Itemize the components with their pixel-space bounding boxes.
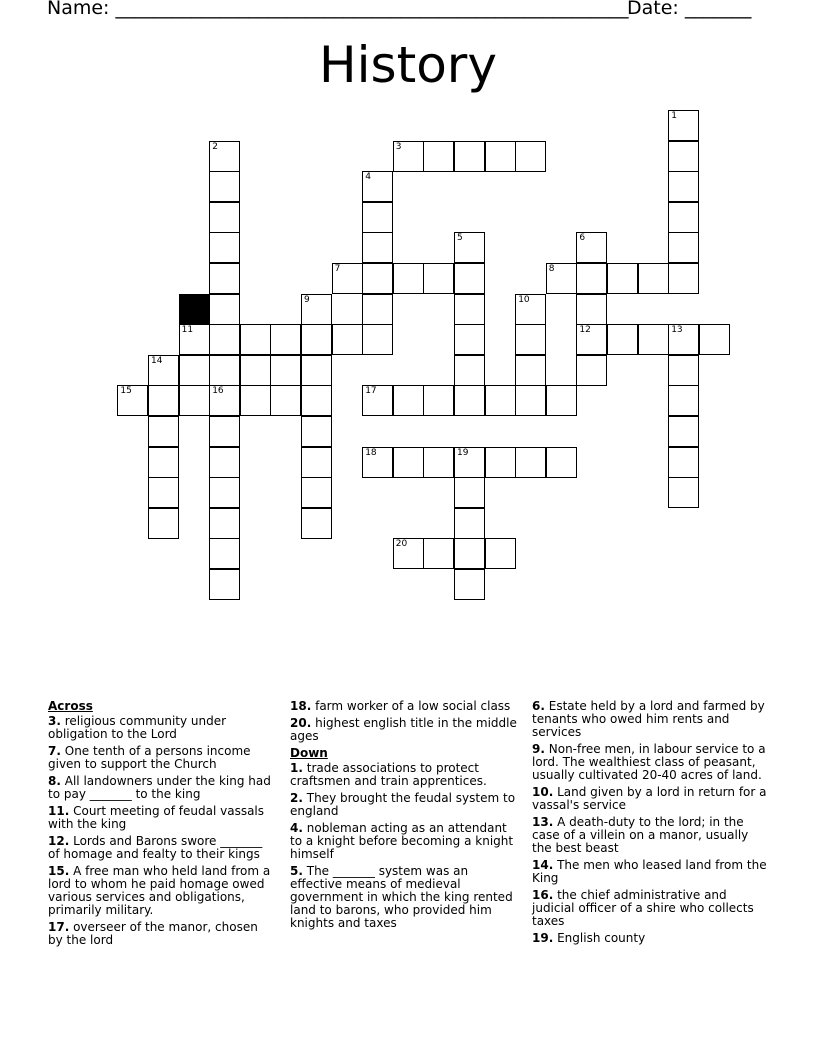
grid-cell[interactable]	[454, 385, 485, 416]
clues-column-1	[48, 700, 276, 951]
date-field-label: Date: _______	[627, 0, 752, 19]
grid-cell[interactable]	[485, 141, 516, 172]
grid-cell[interactable]	[362, 385, 393, 416]
grid-cell[interactable]	[454, 569, 485, 600]
grid-cell[interactable]	[209, 508, 240, 539]
cell-number: 17	[365, 386, 377, 397]
grid-cell[interactable]	[393, 447, 424, 478]
across-heading: Across	[48, 699, 93, 713]
grid-cell[interactable]	[668, 232, 699, 263]
grid-cell[interactable]	[179, 355, 210, 386]
name-field-label: Name: ______________________________________________________	[47, 0, 629, 19]
grid-cell[interactable]	[209, 171, 240, 202]
cell-number: 8	[548, 264, 555, 274]
grid-cell[interactable]	[117, 385, 148, 416]
clue-down-14	[532, 859, 768, 885]
grid-cell[interactable]	[668, 324, 699, 355]
grid-cell[interactable]	[423, 447, 454, 478]
grid-cell[interactable]	[209, 477, 240, 508]
grid-cell[interactable]	[301, 324, 332, 355]
clue-text: They brought the feudal system to england	[290, 791, 516, 818]
clue-down-6	[532, 700, 768, 739]
clue-text: Estate held by a lord and farmed by tenants who owed him rents and services	[532, 699, 765, 739]
clue-text: All landowners under the king had to pay _______ to the king	[48, 774, 271, 801]
grid-cell[interactable]	[362, 447, 393, 478]
clue-number: 13.	[532, 815, 554, 829]
grid-cell[interactable]	[393, 385, 424, 416]
grid-cell[interactable]	[638, 324, 669, 355]
grid-cell[interactable]	[668, 141, 699, 172]
clue-number: 17.	[48, 920, 70, 934]
grid-cell[interactable]	[454, 263, 485, 294]
grid-cell[interactable]	[515, 355, 546, 386]
clue-number: 19.	[532, 931, 554, 945]
cell-number: 9	[304, 294, 310, 305]
clue-text: the chief administrative and judicial officer of a shire who collects taxes	[532, 888, 754, 928]
clue-text: A death-duty to the lord; in the case of a villein on a manor, usually the best beast	[532, 815, 749, 855]
clue-number: 14.	[532, 858, 554, 872]
clue-across-12	[48, 835, 276, 861]
clue-number: 16.	[532, 888, 554, 902]
grid-cell[interactable]	[148, 477, 179, 508]
grid-cell[interactable]	[638, 263, 669, 294]
clue-number: 1.	[290, 761, 303, 775]
grid-cell[interactable]	[668, 416, 699, 447]
clue-number: 15.	[48, 864, 70, 878]
grid-cell[interactable]	[270, 385, 301, 416]
grid-cell[interactable]	[301, 355, 332, 386]
clue-number: 5.	[290, 864, 303, 878]
grid-cell[interactable]	[362, 232, 393, 263]
clue-down-10	[532, 786, 768, 812]
grid-cell[interactable]	[454, 355, 485, 386]
clue-text: Court meeting of feudal vassals with the king	[48, 804, 265, 831]
grid-cell[interactable]	[148, 385, 179, 416]
cell-number: 3	[395, 141, 402, 152]
grid-cell[interactable]	[546, 263, 577, 294]
clue-text: The _______ system was an effective means of medieval government in which the king rented land to barons, who provided him knights and taxes	[290, 864, 513, 930]
grid-cell[interactable]	[668, 477, 699, 508]
cell-number: 7	[334, 264, 341, 274]
clue-down-19	[532, 932, 768, 945]
grid-cell[interactable]	[668, 171, 699, 202]
cell-number: 11	[181, 325, 194, 336]
cell-number: 6	[579, 233, 586, 244]
cell-number: 19	[457, 447, 469, 458]
clue-number: 20.	[290, 716, 312, 730]
grid-cell[interactable]	[668, 447, 699, 478]
grid-cell[interactable]	[668, 385, 699, 416]
clue-text: highest english title in the middle ages	[290, 716, 517, 743]
page-title: History	[319, 36, 497, 94]
cell-number: 2	[212, 141, 218, 152]
grid-cell[interactable]	[454, 447, 485, 478]
grid-cell[interactable]	[209, 294, 240, 325]
cell-number: 13	[671, 325, 683, 336]
grid-cell[interactable]	[454, 477, 485, 508]
clue-text: nobleman acting as an attendant to a knight before becoming a knight himself	[290, 821, 514, 861]
clue-across-17	[48, 921, 276, 947]
grid-cell[interactable]	[576, 263, 607, 294]
clue-number: 10.	[532, 785, 554, 799]
clue-text: Lords and Barons swore _______ of homage and fealty to their kings	[48, 834, 263, 861]
clue-text: A free man who held land from a lord to whom he paid homage owed various services and obligations, primarily military.	[48, 864, 271, 917]
clue-number: 8.	[48, 774, 61, 788]
clue-text: overseer of the manor, chosen by the lord	[48, 920, 258, 947]
grid-cell[interactable]	[301, 416, 332, 447]
grid-cell[interactable]	[240, 324, 271, 355]
grid-cell[interactable]	[515, 294, 546, 325]
clue-down-16	[532, 889, 768, 928]
grid-cell[interactable]	[148, 447, 179, 478]
grid-cell[interactable]	[209, 569, 240, 600]
clue-number: 4.	[290, 821, 303, 835]
grid-cell[interactable]	[454, 232, 485, 263]
grid-cell[interactable]	[576, 294, 607, 325]
clue-across-11	[48, 805, 276, 831]
clue-number: 12.	[48, 834, 70, 848]
grid-cell[interactable]	[454, 294, 485, 325]
grid-cell[interactable]	[485, 385, 516, 416]
grid-cell[interactable]	[209, 355, 240, 386]
grid-cell[interactable]	[576, 355, 607, 386]
black-grid-cell	[179, 294, 210, 325]
clue-down-2	[290, 792, 518, 818]
grid-cell[interactable]	[423, 385, 454, 416]
grid-cell[interactable]	[209, 447, 240, 478]
grid-cell[interactable]	[362, 202, 393, 233]
grid-cell[interactable]	[393, 538, 424, 569]
clue-number: 18.	[290, 699, 312, 713]
clue-text: The men who leased land from the King	[532, 858, 767, 885]
grid-cell[interactable]	[576, 324, 607, 355]
grid-cell[interactable]	[148, 416, 179, 447]
grid-cell[interactable]	[301, 477, 332, 508]
clue-across-7	[48, 745, 276, 771]
clue-down-13	[532, 816, 768, 855]
grid-cell[interactable]	[209, 324, 240, 355]
clue-down-9	[532, 743, 768, 782]
clue-down-5	[290, 865, 518, 930]
grid-cell[interactable]	[332, 263, 363, 294]
cell-number: 12	[579, 325, 591, 336]
cell-number: 20	[395, 539, 408, 550]
grid-cell[interactable]	[699, 324, 730, 355]
clues-column-2	[290, 700, 518, 934]
grid-cell[interactable]	[209, 263, 240, 294]
grid-cell[interactable]	[209, 202, 240, 233]
grid-cell[interactable]	[607, 263, 638, 294]
grid-cell[interactable]	[607, 324, 638, 355]
grid-cell[interactable]	[209, 416, 240, 447]
clue-number: 11.	[48, 804, 70, 818]
clue-across-3	[48, 715, 276, 741]
grid-cell[interactable]	[209, 538, 240, 569]
grid-cell[interactable]	[668, 263, 699, 294]
cell-number: 16	[212, 386, 224, 397]
grid-cell[interactable]	[301, 294, 332, 325]
grid-cell[interactable]	[454, 538, 485, 569]
grid-cell[interactable]	[240, 355, 271, 386]
grid-cell[interactable]	[515, 447, 546, 478]
clue-across-15	[48, 865, 276, 917]
clue-across-18	[290, 700, 518, 713]
grid-cell[interactable]	[179, 324, 210, 355]
cell-number: 4	[365, 172, 371, 183]
grid-cell[interactable]	[270, 355, 301, 386]
grid-cell[interactable]	[209, 385, 240, 416]
cell-number: 5	[457, 233, 463, 244]
cell-number: 14	[151, 355, 163, 366]
grid-cell[interactable]	[668, 355, 699, 386]
grid-cell[interactable]	[454, 141, 485, 172]
grid-cell[interactable]	[515, 324, 546, 355]
grid-cell[interactable]	[515, 141, 546, 172]
grid-cell[interactable]	[393, 141, 424, 172]
clue-number: 9.	[532, 742, 545, 756]
cell-number: 1	[671, 111, 677, 121]
clue-down-4	[290, 822, 518, 861]
grid-cell[interactable]	[485, 447, 516, 478]
clue-text: Non-free men, in labour service to a lord. The wealthiest class of peasant, usually cultivated 20-40 acres of land.	[532, 742, 766, 782]
grid-cell[interactable]	[362, 324, 393, 355]
clue-across-8	[48, 775, 276, 801]
clue-text: trade associations to protect craftsmen and train apprentices.	[290, 761, 487, 788]
cell-number: 10	[518, 294, 530, 305]
grid-cell[interactable]	[515, 385, 546, 416]
grid-cell[interactable]	[148, 508, 179, 539]
grid-cell[interactable]	[301, 508, 332, 539]
clue-number: 6.	[532, 699, 545, 713]
clues-column-3	[532, 700, 768, 949]
grid-cell[interactable]	[546, 447, 577, 478]
clue-text: English county	[557, 931, 646, 945]
grid-cell[interactable]	[362, 171, 393, 202]
grid-cell[interactable]	[485, 538, 516, 569]
grid-cell[interactable]	[668, 202, 699, 233]
clue-text: religious community under obligation to the Lord	[48, 714, 227, 741]
grid-cell[interactable]	[423, 263, 454, 294]
clue-down-1	[290, 762, 518, 788]
grid-cell[interactable]	[270, 324, 301, 355]
grid-cell[interactable]	[362, 263, 393, 294]
clue-number: 3.	[48, 714, 61, 728]
grid-cell[interactable]	[209, 232, 240, 263]
clue-text: farm worker of a low social class	[315, 699, 511, 713]
clue-number: 2.	[290, 791, 303, 805]
grid-cell[interactable]	[301, 447, 332, 478]
grid-cell[interactable]	[423, 538, 454, 569]
grid-cell[interactable]	[576, 232, 607, 263]
grid-cell[interactable]	[393, 263, 424, 294]
grid-cell[interactable]	[332, 324, 363, 355]
grid-cell[interactable]	[454, 508, 485, 539]
grid-cell[interactable]	[301, 385, 332, 416]
grid-cell[interactable]	[362, 294, 393, 325]
cell-number: 18	[365, 447, 377, 458]
grid-cell[interactable]	[454, 324, 485, 355]
grid-cell[interactable]	[148, 355, 179, 386]
grid-cell[interactable]	[240, 385, 271, 416]
grid-cell[interactable]	[423, 141, 454, 172]
clue-text: One tenth of a persons income given to support the Church	[48, 744, 251, 771]
grid-cell[interactable]	[546, 385, 577, 416]
grid-cell[interactable]	[209, 141, 240, 172]
clue-number: 7.	[48, 744, 61, 758]
cell-number: 15	[120, 386, 132, 397]
clue-across-20	[290, 717, 518, 743]
clue-text: Land given by a lord in return for a vassal's service	[532, 785, 767, 812]
grid-cell[interactable]	[668, 110, 699, 141]
grid-cell[interactable]	[179, 385, 210, 416]
down-heading: Down	[290, 746, 328, 760]
